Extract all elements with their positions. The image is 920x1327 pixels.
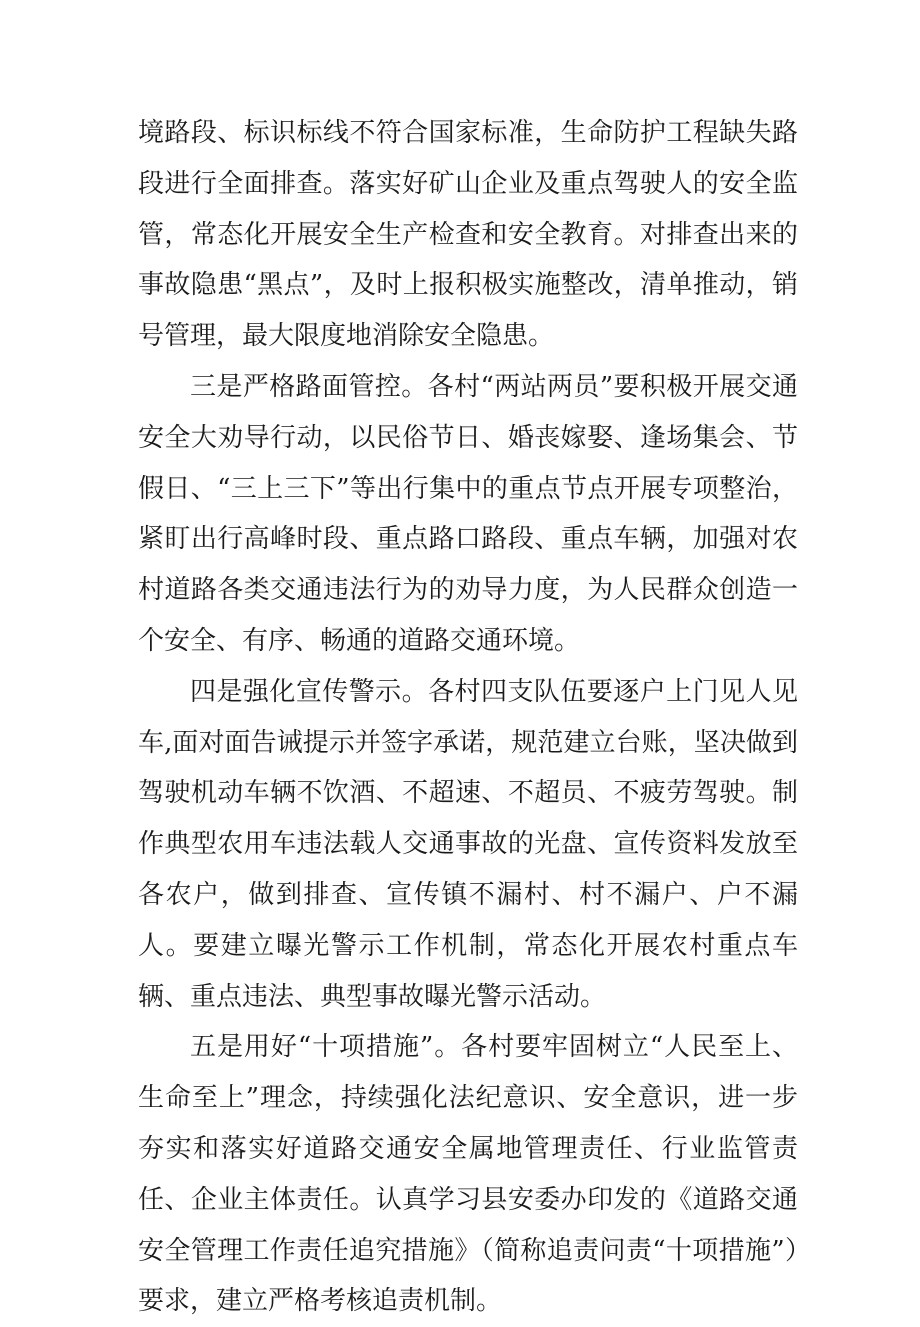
document-body (138, 108, 798, 1327)
paragraph-publicity-warning: 四是强化宣传警示。各村四支队伍要逐户上门见人见车,面对面告诫提示并签字承诺，规范建立台账，坚决做到驾驶机动车辆不饮酒、不超速、不超员、不疲劳驾驶。制作典型农用车违法载人交通事故的光盘、宣传资料发放至各农户，做到排查、宣传镇不漏村、村不漏户、户不漏人。要建立曝光警示工作机制，常态化开展农村重点车辆、重点违法、典型事故曝光警示活动。 (138, 676, 798, 1012)
paragraph-continuation: 境路段、标识标线不符合国家标准，生命防护工程缺失路段进行全面排查。落实好矿山企业及重点驾驶人的安全监管，常态化开展安全生产检查和安全教育。对排查出来的事故隐患“黑点”，及时上报积极实施整改，清单推动，销号管理，最大限度地消除安全隐患。 (138, 118, 798, 352)
paragraph-road-control: 三是严格路面管控。各村“两站两员”要积极开展交通安全大劝导行动，以民俗节日、婚丧嫁娶、逢场集会、节假日、“三上三下”等出行集中的重点节点开展专项整治，紧盯出行高峰时段、重点路口路段、重点车辆，加强对农村道路各类交通违法行为的劝导力度，为人民群众创造一个安全、有序、畅通的道路交通环境。 (138, 371, 798, 656)
paragraph-ten-measures: 五是用好“十项措施”。各村要牢固树立“人民至上、生命至上”理念，持续强化法纪意识、安全意识，进一步夯实和落实好道路交通安全属地管理责任、行业监管责任、企业主体责任。认真学习县安委办印发的《道路交通安全管理工作责任追究措施》（简称追责问责“十项措施”）要求，建立严格考核追责机制。 (138, 1032, 798, 1317)
